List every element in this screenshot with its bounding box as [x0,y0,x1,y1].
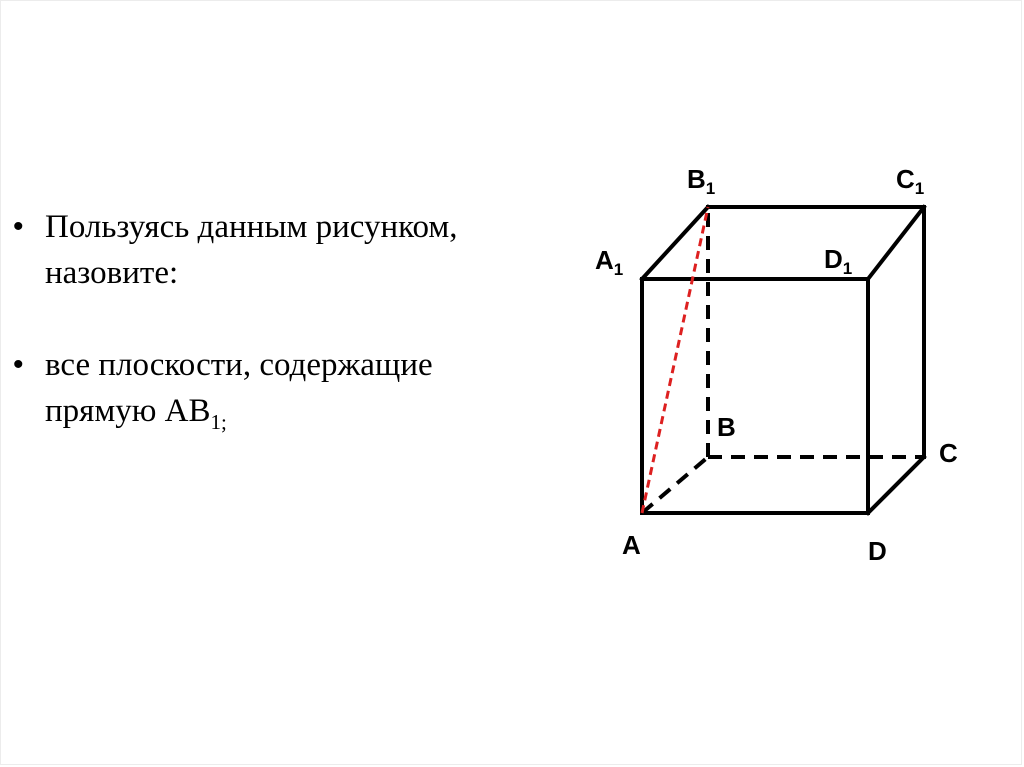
vertex-label-b1: $B_1$ [687,164,716,198]
edge-a-b-hidden [642,457,708,513]
vertex-label-b: B [717,412,736,442]
vertex-label-a1: $A_1$ [595,245,624,279]
edge-c1-d1 [868,207,924,279]
cube-hidden-edges [642,207,924,513]
cube-visible-edges [642,207,924,513]
vertex-label-c1: $C_1$ [896,164,925,198]
vertex-label-d1: $D_1$ [824,244,853,278]
bullet-symbol: • [13,210,24,243]
cube-diagram [1,1,1023,766]
edge-c-d [868,457,924,513]
question-subscript: 1; [210,410,227,434]
edge-a1-b1 [642,207,708,279]
bullet-symbol: • [13,348,24,381]
bullet-text-task: Пользуясь данным рисунком, назовите: [45,209,458,291]
vertex-label-a: A [622,530,641,560]
vertex-label-d: D [868,536,887,566]
question-text: все плоскости, содержащие прямую АВ [45,347,433,429]
vertex-label-c: C [939,438,958,468]
